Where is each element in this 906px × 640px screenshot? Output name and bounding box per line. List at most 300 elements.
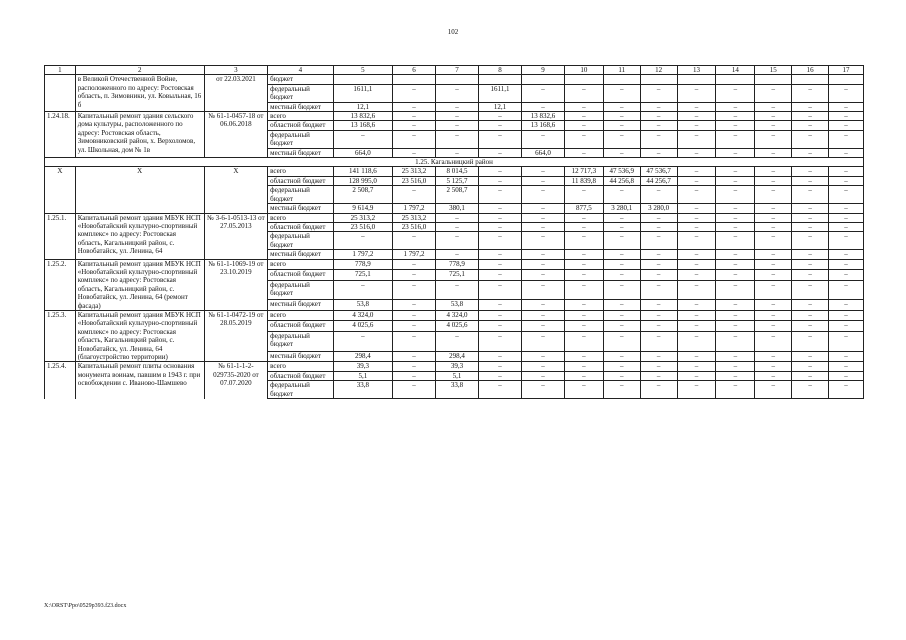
amount-cell: – — [333, 130, 392, 148]
amount-cell: – — [755, 280, 792, 300]
amount-cell: – — [603, 250, 640, 259]
amount-cell: – — [640, 381, 677, 399]
amount-cell: – — [716, 186, 755, 204]
amount-cell: – — [677, 270, 716, 281]
amount-cell: – — [677, 280, 716, 300]
amount-cell: – — [640, 186, 677, 204]
amount-cell: 12,1 — [479, 102, 522, 111]
section-title-row — [45, 158, 864, 167]
amount-cell: – — [677, 130, 716, 148]
amount-cell: – — [436, 102, 479, 111]
amount-cell: – — [716, 167, 755, 176]
amount-cell: – — [522, 381, 565, 399]
amount-cell: 1611,1 — [479, 84, 522, 102]
column-number-header: 4 — [268, 66, 334, 75]
amount-cell: – — [479, 250, 522, 259]
amount-cell: – — [755, 112, 792, 121]
amount-cell: – — [755, 222, 792, 231]
amount-cell: – — [522, 280, 565, 300]
amount-cell: – — [716, 84, 755, 102]
funding-source: областной бюджет — [268, 121, 334, 130]
amount-cell: – — [393, 310, 436, 321]
item-number: Х — [45, 167, 76, 213]
amount-cell: – — [755, 300, 792, 311]
amount-cell: – — [522, 270, 565, 281]
funding-source: местный бюджет — [268, 204, 334, 213]
amount-cell: – — [716, 321, 755, 332]
amount-cell: – — [792, 250, 829, 259]
table-row — [45, 112, 864, 121]
amount-cell: – — [564, 148, 603, 157]
amount-cell: – — [436, 130, 479, 148]
amount-cell: – — [716, 112, 755, 121]
amount-cell: 13 832,6 — [522, 112, 565, 121]
item-name: Капитальный ремонт здания МБУК НСП «Новобатайский культурно-спортивный комплекс» по адресу: Ростовская область, Кагальницкий район, с. Новобатайск, ул. Ленина, 64 (ремонт фасада) — [75, 259, 204, 310]
funding-source: федеральный бюджет — [268, 331, 334, 351]
amount-cell: – — [640, 84, 677, 102]
amount-cell: – — [716, 148, 755, 157]
amount-cell: 4 324,0 — [333, 310, 392, 321]
amount-cell: – — [677, 112, 716, 121]
amount-cell — [640, 75, 677, 84]
amount-cell: – — [829, 321, 864, 332]
amount-cell: – — [479, 321, 522, 332]
item-name: Х — [75, 167, 204, 213]
amount-cell: – — [829, 176, 864, 185]
amount-cell: – — [640, 270, 677, 281]
funding-source: областной бюджет — [268, 222, 334, 231]
amount-cell: – — [829, 167, 864, 176]
amount-cell: – — [755, 102, 792, 111]
amount-cell: – — [564, 84, 603, 102]
amount-cell: – — [640, 213, 677, 222]
amount-cell: 44 256,7 — [640, 176, 677, 185]
amount-cell: 2 508,7 — [436, 186, 479, 204]
amount-cell: – — [755, 121, 792, 130]
funding-source: местный бюджет — [268, 102, 334, 111]
amount-cell: – — [829, 362, 864, 371]
item-number — [45, 75, 76, 112]
column-number-header: 7 — [436, 66, 479, 75]
amount-cell: – — [716, 300, 755, 311]
amount-cell: – — [564, 362, 603, 371]
amount-cell — [829, 75, 864, 84]
amount-cell: – — [640, 259, 677, 270]
amount-cell: – — [792, 213, 829, 222]
amount-cell: – — [603, 213, 640, 222]
amount-cell: – — [479, 270, 522, 281]
amount-cell: – — [393, 362, 436, 371]
amount-cell: – — [479, 331, 522, 351]
amount-cell: 725,1 — [436, 270, 479, 281]
amount-cell: – — [603, 186, 640, 204]
amount-cell: 4 025,6 — [436, 321, 479, 332]
amount-cell: – — [792, 270, 829, 281]
amount-cell: 5 125,7 — [436, 176, 479, 185]
funding-source: областной бюджет — [268, 321, 334, 332]
amount-cell: – — [640, 232, 677, 250]
amount-cell: – — [829, 84, 864, 102]
amount-cell: – — [755, 186, 792, 204]
amount-cell: – — [479, 112, 522, 121]
amount-cell: – — [603, 259, 640, 270]
funding-source: бюджет — [268, 75, 334, 84]
amount-cell: – — [479, 167, 522, 176]
amount-cell: – — [829, 250, 864, 259]
amount-cell: – — [393, 186, 436, 204]
amount-cell: – — [716, 351, 755, 362]
amount-cell: – — [522, 222, 565, 231]
amount-cell: – — [829, 121, 864, 130]
amount-cell: – — [479, 148, 522, 157]
amount-cell: – — [755, 213, 792, 222]
amount-cell: – — [436, 280, 479, 300]
column-number-header: 15 — [755, 66, 792, 75]
amount-cell: 1611,1 — [333, 84, 392, 102]
table-row — [45, 213, 864, 222]
amount-cell: – — [677, 213, 716, 222]
funding-source: всего — [268, 167, 334, 176]
amount-cell: – — [333, 280, 392, 300]
column-number-header: 11 — [603, 66, 640, 75]
amount-cell: 12,1 — [333, 102, 392, 111]
amount-cell: – — [677, 310, 716, 321]
amount-cell: – — [716, 204, 755, 213]
amount-cell: – — [792, 121, 829, 130]
item-document: Х — [204, 167, 267, 213]
item-document: от 22.03.2021 — [204, 75, 267, 112]
item-document: № 61-1-0472-19 от 28.05.2019 — [204, 310, 267, 361]
column-number-header: 3 — [204, 66, 267, 75]
amount-cell: – — [393, 102, 436, 111]
amount-cell: – — [479, 121, 522, 130]
amount-cell — [792, 75, 829, 84]
column-number-header: 6 — [393, 66, 436, 75]
funding-source: местный бюджет — [268, 300, 334, 311]
amount-cell: – — [479, 222, 522, 231]
amount-cell: 25 313,2 — [393, 213, 436, 222]
funding-source: федеральный бюджет — [268, 186, 334, 204]
amount-cell: – — [755, 321, 792, 332]
funding-source: всего — [268, 259, 334, 270]
amount-cell: – — [755, 84, 792, 102]
amount-cell: – — [603, 84, 640, 102]
item-document: № 61-1-0457-18 от 06.06.2018 — [204, 112, 267, 158]
amount-cell: – — [393, 112, 436, 121]
section-title: 1.25. Кагальницкий район — [45, 158, 864, 167]
amount-cell: – — [829, 259, 864, 270]
amount-cell: – — [677, 371, 716, 380]
amount-cell: 1 797,2 — [393, 250, 436, 259]
amount-cell: – — [479, 351, 522, 362]
amount-cell — [436, 75, 479, 84]
amount-cell: – — [755, 176, 792, 185]
amount-cell: – — [677, 186, 716, 204]
amount-cell: – — [436, 148, 479, 157]
amount-cell: 3 280,1 — [603, 204, 640, 213]
amount-cell: – — [792, 176, 829, 185]
amount-cell: – — [333, 331, 392, 351]
item-name: Капитальный ремонт плиты основания монумента воинам, павшим в 1943 г. при освобождении с. Иваново-Шамшево — [75, 362, 204, 399]
amount-cell: 877,5 — [564, 204, 603, 213]
funding-source: областной бюджет — [268, 371, 334, 380]
amount-cell — [479, 75, 522, 84]
amount-cell: – — [792, 232, 829, 250]
amount-cell: 53,8 — [436, 300, 479, 311]
amount-cell — [755, 75, 792, 84]
column-number-header: 9 — [522, 66, 565, 75]
amount-cell: – — [716, 310, 755, 321]
amount-cell: 25 313,2 — [393, 167, 436, 176]
amount-cell: – — [677, 84, 716, 102]
column-number-header: 14 — [716, 66, 755, 75]
amount-cell: – — [393, 381, 436, 399]
amount-cell: – — [755, 381, 792, 399]
table-row — [45, 310, 864, 321]
column-number-header: 17 — [829, 66, 864, 75]
amount-cell: 3 280,0 — [640, 204, 677, 213]
table-row — [45, 362, 864, 371]
amount-cell: – — [564, 102, 603, 111]
amount-cell: – — [564, 186, 603, 204]
amount-cell: – — [436, 250, 479, 259]
funding-source: всего — [268, 112, 334, 121]
amount-cell: – — [792, 381, 829, 399]
amount-cell: – — [393, 371, 436, 380]
amount-cell: – — [603, 351, 640, 362]
item-number: 1.24.18. — [45, 112, 76, 158]
amount-cell: – — [829, 232, 864, 250]
item-name: в Великой Отечественной Войне, расположенного по адресу: Ростовская область, п. Зимовники, ул. Ковыльная, 16 б — [75, 75, 204, 112]
amount-cell: – — [829, 270, 864, 281]
amount-cell: – — [393, 321, 436, 332]
amount-cell: – — [564, 222, 603, 231]
amount-cell: – — [755, 259, 792, 270]
amount-cell: – — [393, 351, 436, 362]
amount-cell: – — [333, 232, 392, 250]
amount-cell: 4 025,6 — [333, 321, 392, 332]
amount-cell: – — [716, 102, 755, 111]
amount-cell: 23 516,0 — [393, 176, 436, 185]
amount-cell: – — [564, 112, 603, 121]
amount-cell: – — [792, 362, 829, 371]
amount-cell: 13 832,6 — [333, 112, 392, 121]
amount-cell: 11 839,8 — [564, 176, 603, 185]
amount-cell: – — [640, 250, 677, 259]
amount-cell: – — [640, 280, 677, 300]
amount-cell — [564, 75, 603, 84]
amount-cell: – — [829, 331, 864, 351]
amount-cell: – — [393, 148, 436, 157]
amount-cell: – — [755, 371, 792, 380]
amount-cell: – — [479, 176, 522, 185]
amount-cell: – — [829, 112, 864, 121]
amount-cell: 47 536,9 — [603, 167, 640, 176]
amount-cell: – — [716, 213, 755, 222]
amount-cell: – — [792, 167, 829, 176]
amount-cell: – — [436, 121, 479, 130]
funding-source: всего — [268, 310, 334, 321]
amount-cell — [716, 75, 755, 84]
amount-cell: – — [677, 232, 716, 250]
item-name: Капитальный ремонт здания МБУК НСП «Новобатайский культурно-спортивный комплекс» по адресу: Ростовская область, Кагальницкий район, с. Новобатайск, ул. Ленина, 64 (благоустройство территории) — [75, 310, 204, 361]
amount-cell: – — [640, 362, 677, 371]
amount-cell — [522, 75, 565, 84]
amount-cell: – — [479, 362, 522, 371]
amount-cell: – — [522, 331, 565, 351]
item-number: 1.25.2. — [45, 259, 76, 310]
amount-cell: – — [640, 310, 677, 321]
amount-cell: – — [677, 176, 716, 185]
item-name: Капитальный ремонт здания МБУК НСП «Новобатайский культурно-спортивный комплекс» по адресу: Ростовская область, Кагальницкий район, с. Новобатайск, ул. Ленина, 64 — [75, 213, 204, 259]
amount-cell: – — [603, 310, 640, 321]
funding-source: всего — [268, 362, 334, 371]
amount-cell: – — [564, 130, 603, 148]
amount-cell: – — [564, 331, 603, 351]
amount-cell: – — [829, 102, 864, 111]
amount-cell: – — [436, 331, 479, 351]
amount-cell: 33,8 — [333, 381, 392, 399]
amount-cell: – — [677, 381, 716, 399]
amount-cell: – — [640, 371, 677, 380]
amount-cell: – — [640, 148, 677, 157]
amount-cell: – — [603, 321, 640, 332]
amount-cell: – — [755, 331, 792, 351]
item-number: 1.25.4. — [45, 362, 76, 399]
amount-cell: – — [792, 84, 829, 102]
amount-cell: – — [677, 351, 716, 362]
amount-cell: – — [603, 331, 640, 351]
amount-cell: – — [716, 222, 755, 231]
amount-cell: 5,1 — [436, 371, 479, 380]
amount-cell: – — [522, 362, 565, 371]
amount-cell: – — [716, 250, 755, 259]
amount-cell: – — [792, 300, 829, 311]
amount-cell: – — [479, 259, 522, 270]
amount-cell: – — [603, 130, 640, 148]
amount-cell: – — [522, 321, 565, 332]
amount-cell: 13 168,6 — [333, 121, 392, 130]
amount-cell: – — [564, 310, 603, 321]
amount-cell: – — [755, 310, 792, 321]
item-name: Капитальный ремонт здания сельского дома культуры, расположенного по адресу: Ростовская область, Зимовниковский район, х. Верхоломов, ул. Школьная, дом № 1в — [75, 112, 204, 158]
amount-cell: 23 516,0 — [333, 222, 392, 231]
amount-cell — [393, 75, 436, 84]
funding-source: областной бюджет — [268, 270, 334, 281]
funding-source: федеральный бюджет — [268, 232, 334, 250]
amount-cell: – — [522, 176, 565, 185]
amount-cell: – — [522, 259, 565, 270]
amount-cell: – — [640, 112, 677, 121]
amount-cell: – — [393, 331, 436, 351]
amount-cell: – — [479, 381, 522, 399]
amount-cell: 4 324,0 — [436, 310, 479, 321]
funding-source: федеральный бюджет — [268, 280, 334, 300]
amount-cell: – — [564, 300, 603, 311]
funding-source: местный бюджет — [268, 148, 334, 157]
amount-cell: – — [603, 270, 640, 281]
amount-cell: – — [564, 232, 603, 250]
amount-cell: – — [716, 232, 755, 250]
amount-cell: – — [677, 121, 716, 130]
amount-cell: – — [716, 280, 755, 300]
amount-cell: – — [564, 371, 603, 380]
amount-cell: – — [603, 121, 640, 130]
amount-cell: – — [677, 331, 716, 351]
amount-cell: – — [640, 222, 677, 231]
amount-cell: – — [792, 371, 829, 380]
item-document: № 61-1-1-2-029735-2020 от 07.07.2020 — [204, 362, 267, 399]
amount-cell: 8 014,5 — [436, 167, 479, 176]
amount-cell: – — [603, 371, 640, 380]
column-number-header: 12 — [640, 66, 677, 75]
amount-cell: – — [436, 84, 479, 102]
budget-table — [44, 65, 864, 399]
amount-cell: – — [522, 310, 565, 321]
column-numbers-row — [45, 66, 864, 75]
amount-cell: 298,4 — [436, 351, 479, 362]
amount-cell: – — [716, 121, 755, 130]
amount-cell: – — [716, 362, 755, 371]
amount-cell: – — [716, 371, 755, 380]
table-row — [45, 167, 864, 176]
amount-cell: 778,9 — [436, 259, 479, 270]
amount-cell: – — [792, 259, 829, 270]
amount-cell: – — [479, 130, 522, 148]
amount-cell: – — [522, 130, 565, 148]
amount-cell: 12 717,3 — [564, 167, 603, 176]
amount-cell: – — [564, 121, 603, 130]
footer-file-path: X:\ORST\Ppo\0529p393.f23.docx — [44, 603, 127, 609]
item-number: 1.25.3. — [45, 310, 76, 361]
amount-cell: 664,0 — [522, 148, 565, 157]
amount-cell: – — [755, 130, 792, 148]
amount-cell: – — [755, 167, 792, 176]
item-document: № 3-6-1-0513-13 от 27.05.2013 — [204, 213, 267, 259]
column-number-header: 13 — [677, 66, 716, 75]
amount-cell: – — [564, 381, 603, 399]
amount-cell: – — [479, 371, 522, 380]
amount-cell: – — [564, 259, 603, 270]
amount-cell: – — [755, 204, 792, 213]
amount-cell: – — [792, 321, 829, 332]
amount-cell: – — [640, 102, 677, 111]
amount-cell: – — [829, 213, 864, 222]
amount-cell: – — [436, 222, 479, 231]
amount-cell: – — [603, 280, 640, 300]
page-number: 102 — [447, 28, 459, 36]
amount-cell: – — [792, 351, 829, 362]
amount-cell: – — [640, 331, 677, 351]
amount-cell: 9 614,9 — [333, 204, 392, 213]
amount-cell: – — [829, 148, 864, 157]
amount-cell: – — [755, 362, 792, 371]
amount-cell: – — [522, 102, 565, 111]
amount-cell: – — [829, 310, 864, 321]
amount-cell: – — [829, 186, 864, 204]
item-number: 1.25.1. — [45, 213, 76, 259]
amount-cell: – — [522, 371, 565, 380]
amount-cell: – — [755, 250, 792, 259]
amount-cell: – — [792, 112, 829, 121]
amount-cell: – — [640, 300, 677, 311]
amount-cell: – — [792, 280, 829, 300]
amount-cell: – — [522, 84, 565, 102]
table-row — [45, 75, 864, 84]
amount-cell: – — [716, 331, 755, 351]
column-number-header: 5 — [333, 66, 392, 75]
amount-cell: – — [393, 121, 436, 130]
